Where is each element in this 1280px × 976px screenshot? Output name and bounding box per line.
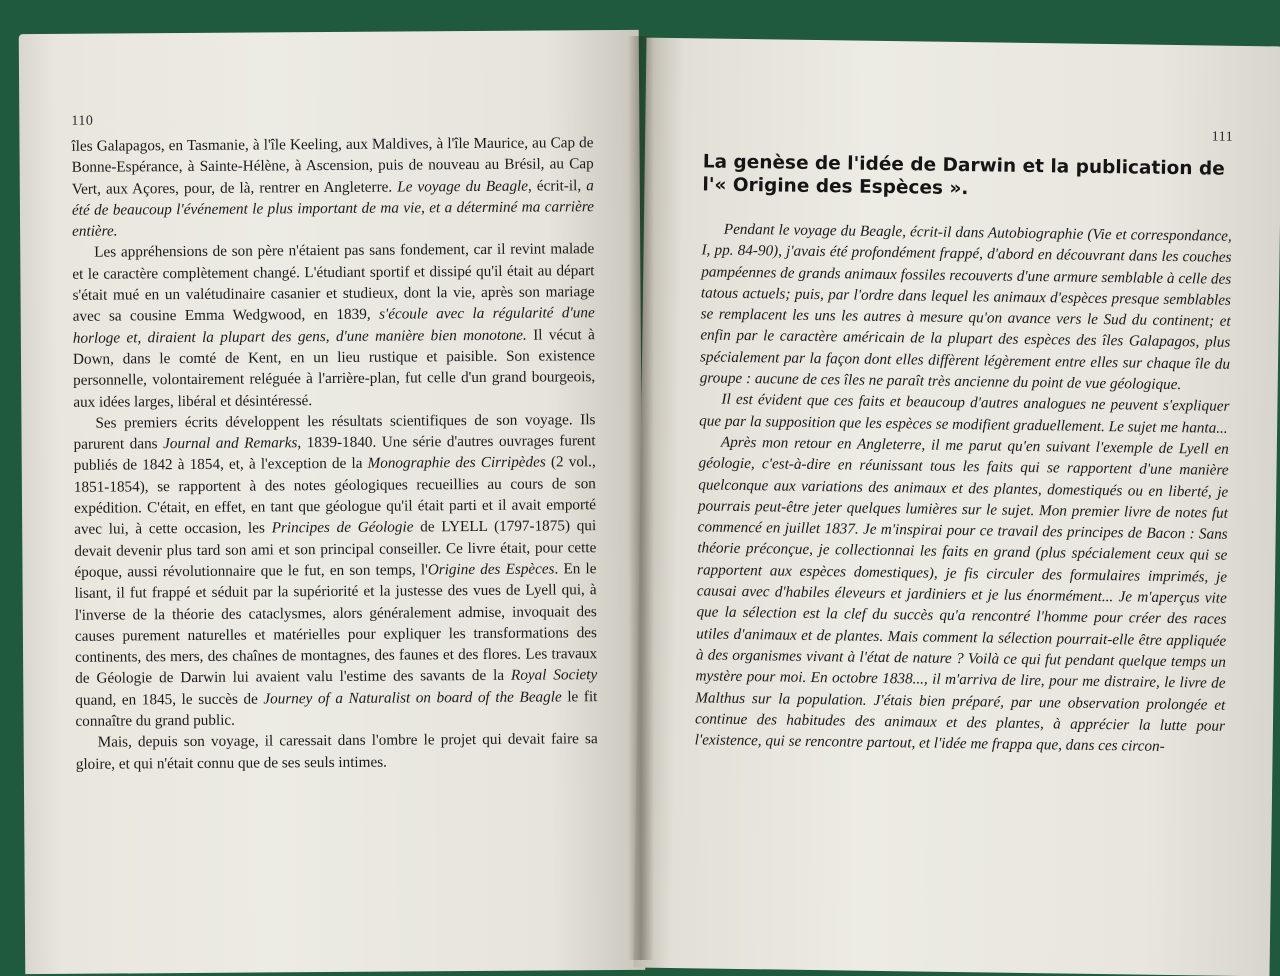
left-page-number: 110 — [71, 113, 94, 129]
right-paragraph-1: Pendant le voyage du Beagle, écrit-il dans Autobiographie (Vie et correspondance, I, pp. 84-90), j'avais été profondément frappé, d'abord en découvrant dans les couches pampéennes de grands animaux fossiles recouverts d'une armure semblable à celle des tatous actuels; puis, par l'ordre dans lequel les animaux d'espèces presque semblables se remplacent les uns les autres à mesure qu'on avance vers le Sud du continent; et enfin par le caractère américain de la plupart des espèces des îles Galapagos, plus spécialement par la façon dont elles diffèrent légèrement entre elles sur chaque île du groupe : aucune de ces îles ne paraît très ancienne du point de vue géologique. — [699, 220, 1232, 394]
right-paragraph-3: Après mon retour en Angleterre, il me parut qu'en suivant l'exemple de Lyell en géologie, c'est-à-dire en réunissant tous les faits qui se rapportent d'une manière quelconque aux variations des animaux et des plantes, domestiqués ou en liberté, je pourrais peut-être jeter quelques lumières sur le sujet. Mon premier livre de notes fut commencé en juillet 1837. Je m'inspirai pour ce travail des principes de Bacon : Sans théorie préconçue, je collectionnai les faits en grand (plus spécialement ceux qui se rapportent aux espèces domestiques), je fis circuler des formulaires imprimés, je causai avec d'habiles éleveurs et jardiniers et je lus énormément... Je m'aperçus vite que la sélection est la clef du succès qu'a rencontré l'homme pour créer des races utiles d'animaux et de plantes. Mais comment la sélection pourrait-elle être appliquée à des organismes vivant à l'état de nature ? Voilà ce qui fut pendant quelque temps un mystère pour moi. En octobre 1838..., il m'arriva de lire, pour me distraire, le livre de Malthus sur la population. J'étais bien préparé, par une observation prolongée et continue des habitudes des animaux et des plantes, à apprécier la lutte pour l'existence, qui se rencontre partout, et l'idée me frappa que, dans ces circon- — [694, 433, 1229, 756]
left-paragraph-4: Mais, depuis son voyage, il caressait dans l'ombre le projet qui devait faire sa gloire, et qui n'était connu que de ses seuls intimes. — [75, 730, 598, 773]
left-page — [19, 30, 646, 974]
left-page-body — [71, 132, 597, 775]
left-paragraph-3: Ses premiers écrits développent les résultats scientifiques de son voyage. Ils parurent dans Journal and Remarks, 1839-1840. Une série d'autres ouvrages furent publiés de 1842 à 1854, et, à l'exception de la Monographie des Cirripèdes (2 vol., 1851-1854), se rapportent à des notes géologiques recueillies au cours de son expédition. C'était, en effet, en tant que géologue qu'il était parti et il avait emporté avec lui, à cette occasion, les Principes de Géologie de LYELL (1797-1875) qui devait devenir plus tard son ami et son principal conseiller. Ce livre était, pour cette époque, aussi révolutionnaire que le fut, en son temps, l'Origine des Espèces. En le lisant, il fut frappé et séduit par la supériorité et la justesse des vues de Lyell qui, à l'inverse de la théorie des cataclysmes, alors généralement admise, invoquait des causes purement naturelles et matérielles pour expliquer les transformations des continents, des mers, des chaînes de montagnes, des faunes et des flores. Les travaux de Géologie de Darwin lui avaient valu l'estime des savants de la Royal Society quand, en 1845, le succès de Journey of a Naturalist on board of the Beagle le fit connaître du grand public. — [73, 411, 598, 730]
right-page-number: 111 — [1211, 129, 1234, 145]
left-paragraph-1: îles Galapagos, en Tasmanie, à l'île Keeling, aux Maldives, à l'île Maurice, au Cap de Bonne-Espérance, à Sainte-Hélène, à Ascension, puis de nouveau au Brésil, au Cap Vert, aux Açores, pour, de là, rentrer en Angleterre. Le voyage du Beagle, écrit-il, a été de beaucoup l'événement le plus important de ma vie, et a déterminé ma carrière entière. — [71, 134, 595, 240]
right-page-body — [695, 218, 1232, 758]
right-page — [634, 38, 1280, 976]
chapter-title: La genèse de l'idée de Darwin et la publication de l'« Origine des Espèces ». — [702, 151, 1225, 200]
right-paragraph-2: Il est évident que ces faits et beaucoup d'autres analogues ne peuvent s'expliquer que par la supposition que les espèces se modifient graduellement. Le sujet me hanta... — [699, 391, 1230, 437]
left-paragraph-2: Les appréhensions de son père n'étaient pas sans fondement, car il revint malade et le caractère complètement changé. L'étudiant sportif et dissipé qu'il était au départ s'était mué en un valétudinaire casanier et studieux, dont la vie, après son mariage avec sa cousine Emma Wedgwood, en 1839, s'écoule avec la régularité d'une horloge et, diraient la plupart des gens, d'une manière bien monotone. Il vécut à Down, dans le comté de Kent, en un lieu rustique et paisible. Son existence personnelle, volontairement reléguée à l'arrière-plan, fut celle d'un grand bourgeois, aux idées larges, libéral et désintéressé. — [72, 240, 596, 411]
